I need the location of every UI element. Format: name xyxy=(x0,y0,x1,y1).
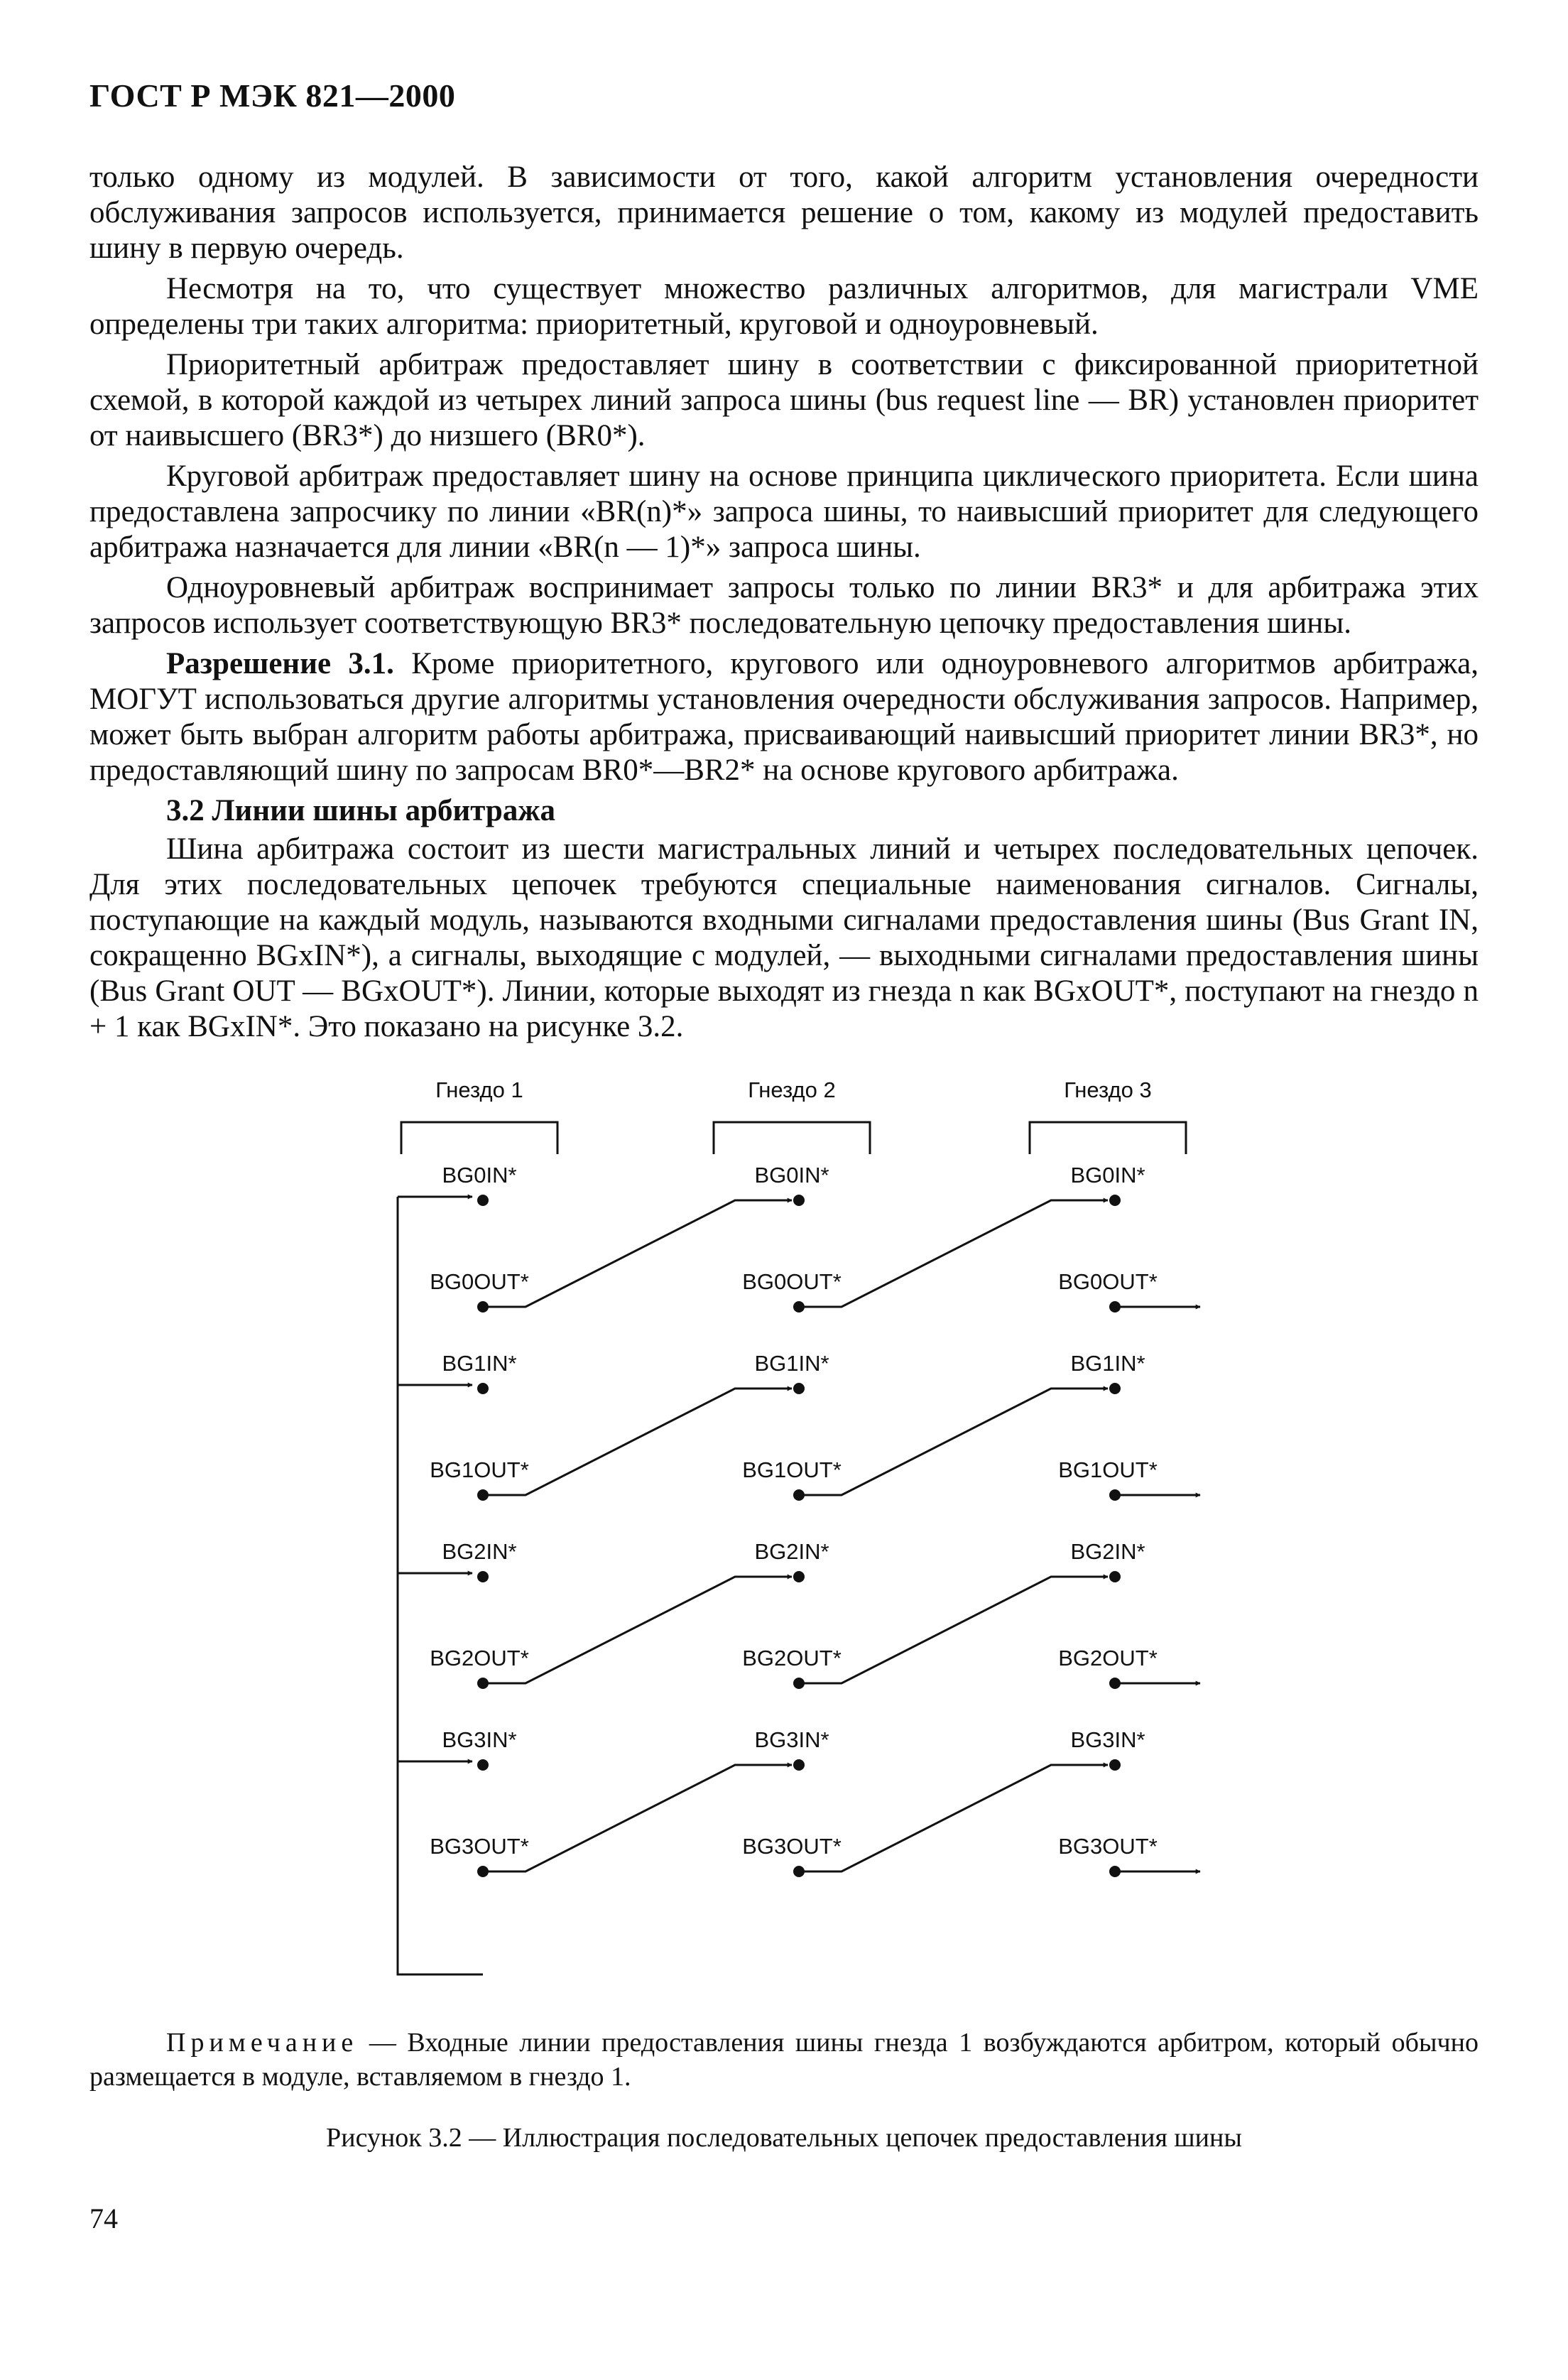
daisy-chain-figure xyxy=(369,1069,1278,1985)
signal-in-dot xyxy=(793,1759,805,1771)
figure-caption: Рисунок 3.2 — Иллюстрация последовательных цепочек предоставления шины xyxy=(326,2123,1242,2153)
paragraph: Шина арбитража состоит из шести магистральных линий и четырех последовательных цепочек. Для этих последовательных цепочек требуются специальные наименования сигналов. Сигналы, поступающие на каждый модуль, называются входными сигналами предоставления шины (Bus Grant IN, сокращенно BGxIN*), а сигналы, выходящие с модулей, — выходными сигналами предоставления шины (Bus Grant OUT — BGxOUT*). Линии, которые выходят из гнезда n как BGxOUT*, поступают на гнездо n + 1 как BGxIN*. Это показано на рисунке 3.2. xyxy=(89,832,1479,1043)
paragraph: Приоритетный арбитраж предоставляет шину в соответствии с фиксированной приоритетной схемой, в которой каждой из четырех линий запроса шины (bus request line — BR) установлен приоритет от наивысшего (BR3*) до низшего (BR0*). xyxy=(89,348,1479,452)
signal-out-label: BG2OUT* xyxy=(1058,1646,1158,1670)
slot-bracket xyxy=(1030,1122,1186,1154)
signal-in-label: BG2IN* xyxy=(1070,1539,1145,1564)
note-text: — Входные линии предоставления шины гнезда 1 возбуждаются арбитром, который обычно размещается в модуле, вставляемом в гнездо 1. xyxy=(89,2028,1479,2092)
signal-in-dot xyxy=(793,1571,805,1582)
signal-in-label: BG3IN* xyxy=(442,1727,517,1752)
signal-in-label: BG1IN* xyxy=(754,1351,829,1376)
note-label: Примечание xyxy=(166,2028,359,2058)
signal-in-dot xyxy=(477,1571,489,1582)
permission-label: Разрешение 3.1. xyxy=(166,647,394,680)
signal-in-label: BG3IN* xyxy=(754,1727,829,1752)
signal-in-label: BG1IN* xyxy=(1070,1351,1145,1376)
slot-bracket xyxy=(714,1122,870,1154)
document-header: ГОСТ Р МЭК 821—2000 xyxy=(89,77,456,114)
slot-bracket xyxy=(401,1122,557,1154)
signal-in-label: BG2IN* xyxy=(442,1539,517,1564)
signal-out-label: BG1OUT* xyxy=(742,1457,842,1482)
paragraph: Круговой арбитраж предоставляет шину на основе принципа циклического приоритета. Если шина предоставлена запросчику по линии «BR(n)*» запроса шины, то наивысший приоритет для следующего арбитража назначается для линии «BR(n — 1)*» запроса шины. xyxy=(89,460,1479,564)
signal-out-label: BG2OUT* xyxy=(430,1646,529,1670)
signal-in-label: BG1IN* xyxy=(442,1351,517,1376)
paragraph: Одноуровневый арбитраж воспринимает запросы только по линии BR3* и для арбитража этих запросов использует соответствующую BR3* последовательную цепочку предоставления шины. xyxy=(89,571,1479,640)
permission-paragraph xyxy=(89,646,1479,788)
signal-out-label: BG0OUT* xyxy=(742,1269,842,1294)
permission-text: Кроме приоритетного, кругового или одноуровневого алгоритмов арбитража, МОГУТ использоваться другие алгоритмы установления очередности обслуживания запросов. Например, может быть выбран алгоритм работы арбитража, присваивающий наивысший приоритет линии BR3*, но предоставляющий шину по запросам BR0*—BR2* на основе кругового арбитража. xyxy=(89,647,1479,787)
signal-in-label: BG2IN* xyxy=(754,1539,829,1564)
signal-in-dot xyxy=(1109,1571,1121,1582)
signal-in-label: BG3IN* xyxy=(1070,1727,1145,1752)
signal-in-dot xyxy=(1109,1383,1121,1394)
slot-label: Гнездо 1 xyxy=(435,1077,523,1102)
signal-out-label: BG0OUT* xyxy=(430,1269,529,1294)
daisy-chain-diagram xyxy=(369,1069,1278,1985)
paragraph: только одному из модулей. В зависимости от того, какой алгоритм установления очередности обслуживания запросов используется, принимается решение о том, какому из модулей предоставить шину в первую очередь. xyxy=(89,161,1479,265)
signal-out-label: BG3OUT* xyxy=(1058,1834,1158,1859)
signal-out-label: BG3OUT* xyxy=(742,1834,842,1859)
body-text xyxy=(89,160,1479,1050)
slot-label: Гнездо 2 xyxy=(748,1077,836,1102)
signal-in-dot xyxy=(793,1383,805,1394)
figure-note xyxy=(89,2026,1479,2094)
signal-in-label: BG0IN* xyxy=(754,1163,829,1188)
signal-in-dot xyxy=(477,1195,489,1206)
signal-in-dot xyxy=(477,1383,489,1394)
signal-in-dot xyxy=(1109,1759,1121,1771)
paragraph: Несмотря на то, что существует множество различных алгоритмов, для магистрали VME определены три таких алгоритма: приоритетный, круговой и одноуровневый. xyxy=(89,272,1479,341)
signal-in-dot xyxy=(477,1759,489,1771)
signal-in-label: BG0IN* xyxy=(442,1163,517,1188)
signal-out-label: BG0OUT* xyxy=(1058,1269,1158,1294)
signal-out-label: BG3OUT* xyxy=(430,1834,529,1859)
signal-in-label: BG0IN* xyxy=(1070,1163,1145,1188)
signal-in-dot xyxy=(1109,1195,1121,1206)
section-heading: 3.2 Линии шины арбитража xyxy=(166,794,555,827)
slot-label: Гнездо 3 xyxy=(1064,1077,1152,1102)
signal-out-label: BG1OUT* xyxy=(430,1457,529,1482)
signal-in-dot xyxy=(793,1195,805,1206)
signal-out-label: BG2OUT* xyxy=(742,1646,842,1670)
signal-out-label: BG1OUT* xyxy=(1058,1457,1158,1482)
page-number: 74 xyxy=(89,2202,118,2234)
